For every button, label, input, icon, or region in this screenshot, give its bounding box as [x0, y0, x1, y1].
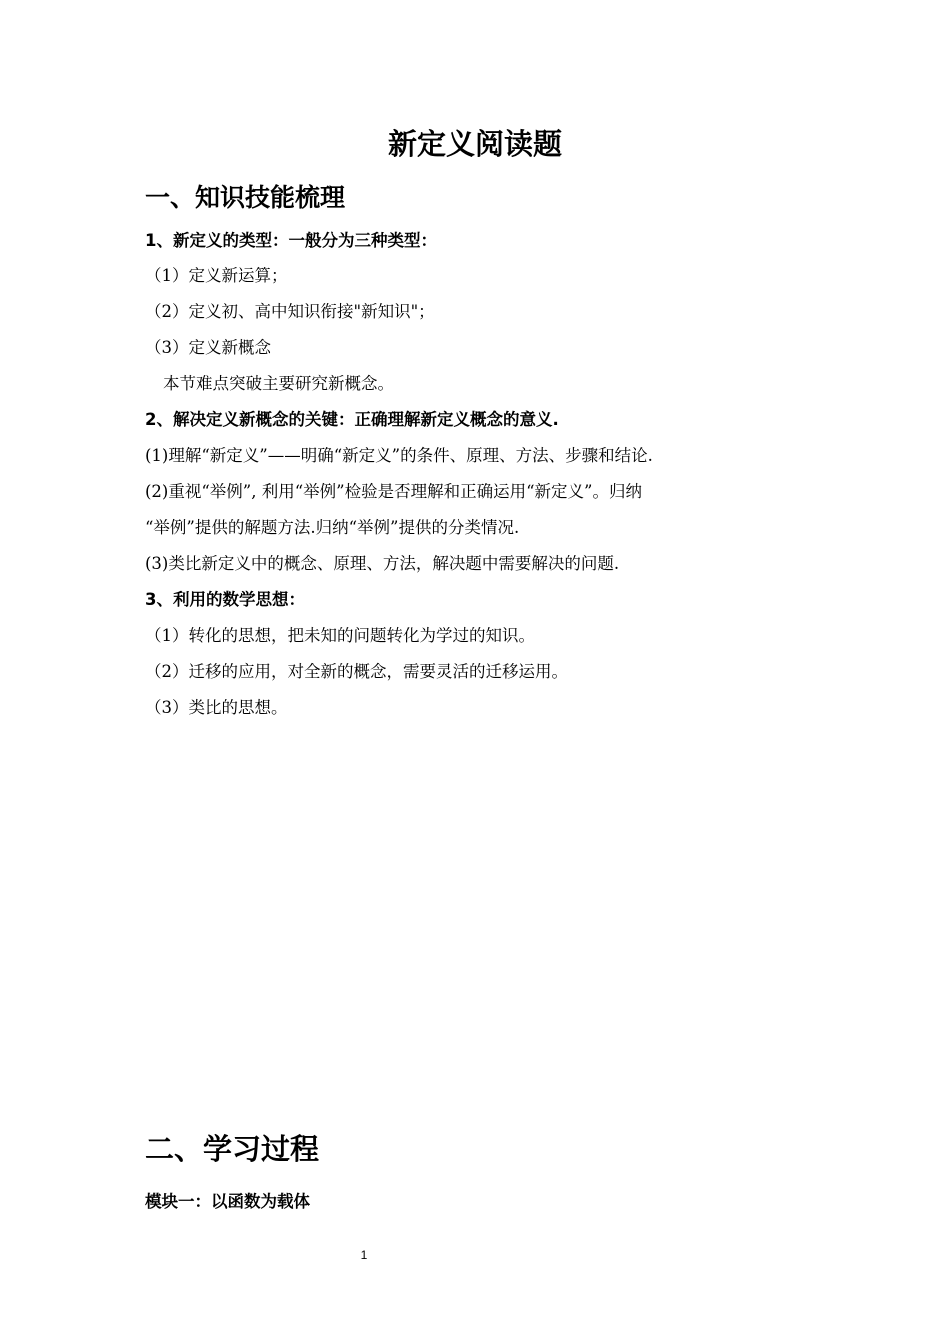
module-heading: 模块一：以函数为载体	[145, 1192, 310, 1211]
list-item: （2）迁移的应用，对全新的概念，需要灵活的迁移运用。	[145, 662, 568, 681]
page-number: 1	[360, 1248, 368, 1262]
list-item: （3）定义新概念	[145, 338, 271, 357]
list-item: “举例”提供的解题方法.归纳“举例”提供的分类情况.	[145, 518, 520, 537]
list-item: （1）转化的思想，把未知的问题转化为学过的知识。	[145, 626, 535, 645]
section-heading-knowledge: 一、知识技能梳理	[145, 183, 346, 212]
list-item: (2)重视“举例”, 利用“举例”检验是否理解和正确运用“新定义”。归纳	[145, 482, 642, 501]
subheading-definition-types: 1、新定义的类型：一般分为三种类型：	[145, 231, 437, 250]
section-heading-learning: 二、学习过程	[145, 1132, 320, 1166]
list-item: （2）定义初、高中知识衔接"新知识"；	[145, 302, 435, 321]
list-item: (1)理解“新定义”——明确“新定义”的条件、原理、方法、步骤和结论.	[145, 446, 653, 465]
list-item: (3)类比新定义中的概念、原理、方法，解决题中需要解决的问题.	[145, 554, 620, 573]
list-item: （3）类比的思想。	[145, 698, 288, 717]
subheading-math-ideas: 3、利用的数学思想：	[145, 590, 305, 609]
subheading-key-points: 2、解决定义新概念的关键：正确理解新定义概念的意义.	[145, 410, 559, 429]
list-item: （1）定义新运算；	[145, 266, 288, 285]
note-text: 本节难点突破主要研究新概念。	[163, 374, 394, 393]
page-title: 新定义阅读题	[387, 127, 562, 161]
